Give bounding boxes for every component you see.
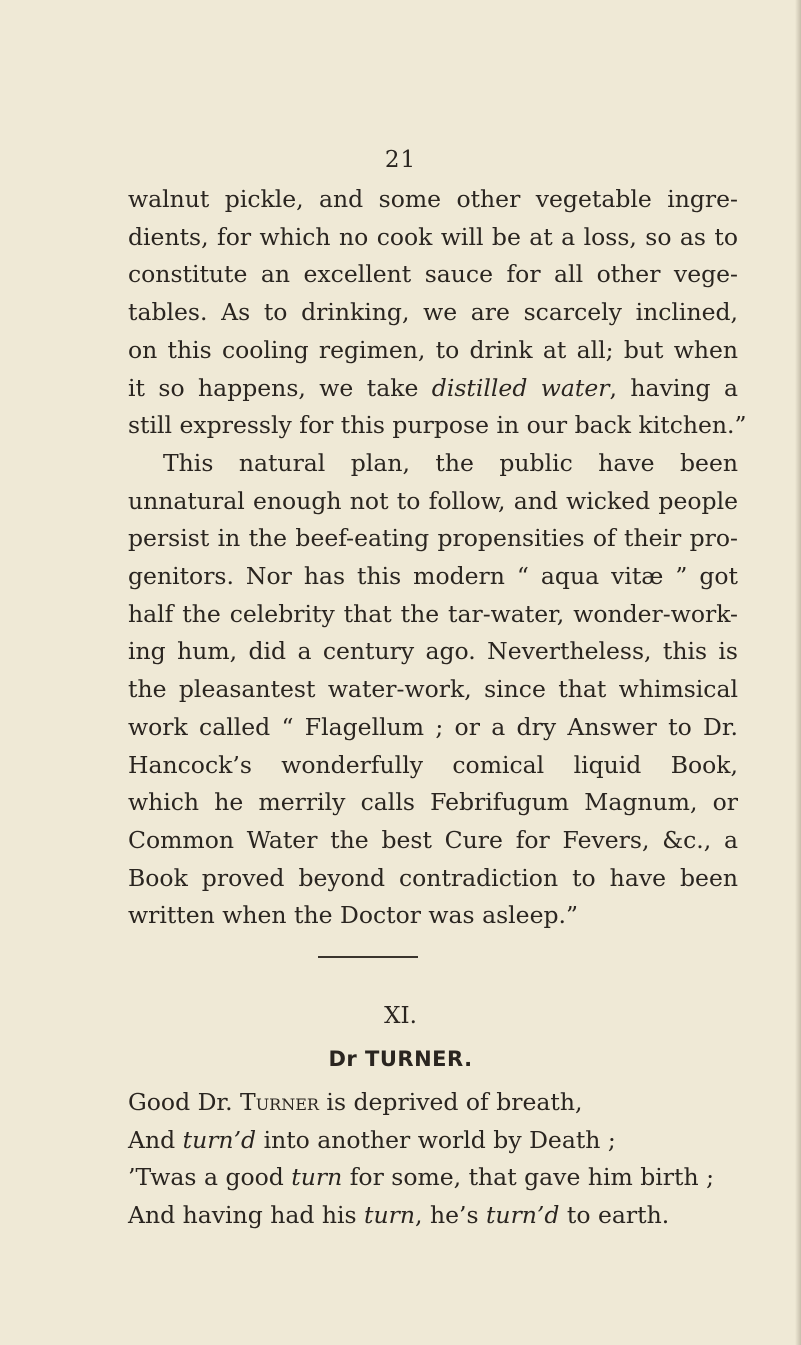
italic-word: turn (364, 1200, 415, 1229)
text-run: , he’s (415, 1200, 486, 1229)
text-line: written when the Doctor was asleep.” (128, 901, 579, 930)
text-line: Hancock’s wonderfully comical liquid Book, (128, 750, 738, 779)
text-line: work called “ Flagellum ; or a dry Answer to Dr. (128, 712, 738, 741)
verse-line (128, 1084, 748, 1122)
small-caps-name: Turner (240, 1088, 319, 1116)
verse-line (128, 1122, 748, 1160)
text-line: Book proved beyond contradiction to have been (128, 863, 738, 892)
body-paragraph (128, 181, 747, 935)
text-line: genitors. Nor has this modern “ aqua vitæ ” got (128, 562, 738, 591)
italic-word: turn’d (182, 1125, 257, 1154)
text-line: persist in the beef-eating propensities of their pro- (128, 524, 738, 553)
verse-line (128, 1159, 748, 1197)
text-line: half the celebrity that the tar-water, wonder-work- (128, 599, 738, 628)
text-line: ing hum, did a century ago. Nevertheless, this is (128, 637, 738, 666)
text-line: Common Water the best Cure for Fevers, &c., a (128, 825, 738, 854)
text-run: to earth. (559, 1200, 670, 1229)
text-line: still expressly for this purpose in our back kitchen.” (128, 411, 747, 440)
text-line: constitute an excellent sauce for all other vege- (128, 260, 738, 289)
text-line: tables. As to drinking, we are scarcely inclined, (128, 298, 738, 327)
italic-word: turn’d (485, 1200, 560, 1229)
text-line: the pleasantest water-work, since that whimsical (128, 675, 738, 704)
text-line: walnut pickle, and some other vegetable ingre- (128, 185, 738, 213)
epitaph-verse (128, 1084, 748, 1234)
page-number: 21 (384, 147, 417, 173)
text-run: for some, that gave him birth ; (342, 1163, 714, 1192)
italic-word: turn (291, 1163, 343, 1192)
text-line: on this cooling regimen, to drink at all; but when (128, 335, 738, 364)
text-run: into another world by Death ; (256, 1125, 616, 1154)
italic-phrase: distilled water (431, 373, 610, 402)
section-title: Dr TURNER. (328, 1047, 473, 1071)
text-run: it so happens, we take (128, 373, 432, 402)
text-line: which he merrily calls Febrifugum Magnum, or (128, 788, 738, 817)
section-divider (318, 956, 418, 958)
text-line: dients, for which no cook will be at a loss, so as to (128, 222, 738, 251)
text-run: And having had his (128, 1200, 365, 1229)
text-run: , having a (609, 373, 738, 402)
text-line (128, 370, 738, 408)
section-number: XI. (384, 1003, 417, 1029)
text-run: is deprived of breath, (318, 1088, 583, 1116)
text-run: ’Twas a good (128, 1163, 292, 1192)
text-run: Good Dr. (128, 1088, 241, 1116)
page-edge-shadow (795, 0, 801, 1345)
text-run: And (128, 1125, 183, 1154)
verse-line (128, 1197, 748, 1235)
text-line: unnatural enough not to follow, and wicked people (128, 486, 738, 515)
text-line: This natural plan, the public have been (163, 448, 738, 477)
